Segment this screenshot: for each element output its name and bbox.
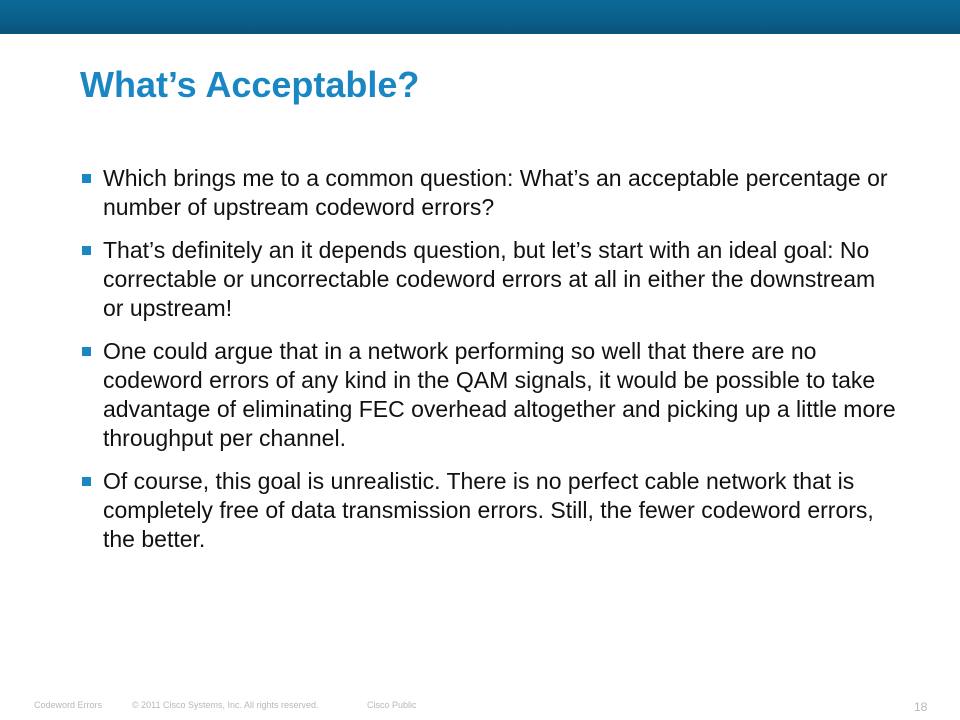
bullet-item — [80, 337, 900, 453]
header-bar — [0, 0, 960, 34]
footer-deck-name: Codeword Errors — [34, 700, 103, 710]
square-bullet-icon — [82, 246, 91, 255]
bullet-list — [80, 164, 900, 568]
bullet-text: That’s definitely an it depends question, but let’s start with an ideal goal: No correctable or uncorrectable codeword errors at all in either the downstream or upstream! — [103, 237, 876, 321]
bullet-text: Which brings me to a common question: What’s an acceptable percentage or number of upstream codeword errors? — [103, 165, 888, 220]
square-bullet-icon — [82, 477, 91, 486]
footer-copyright: © 2011 Cisco Systems, Inc. All rights reserved. — [132, 700, 319, 710]
bullet-text: Of course, this goal is unrealistic. There is no perfect cable network that is completely free of data transmission errors. Still, the fewer codeword errors, the better. — [103, 468, 874, 552]
bullet-text: One could argue that in a network performing so well that there are no codeword errors of any kind in the QAM signals, it would be possible to take advantage of eliminating FEC overhead altogether and picking up a little more throughput per channel. — [103, 338, 896, 451]
footer-classification: Cisco Public — [367, 700, 417, 710]
square-bullet-icon — [82, 347, 91, 356]
page-number: 18 — [914, 700, 928, 714]
slide-title: What’s Acceptable? — [80, 64, 420, 105]
square-bullet-icon — [82, 174, 91, 183]
bullet-item — [80, 236, 900, 323]
bullet-item — [80, 467, 900, 554]
bullet-item — [80, 164, 900, 222]
